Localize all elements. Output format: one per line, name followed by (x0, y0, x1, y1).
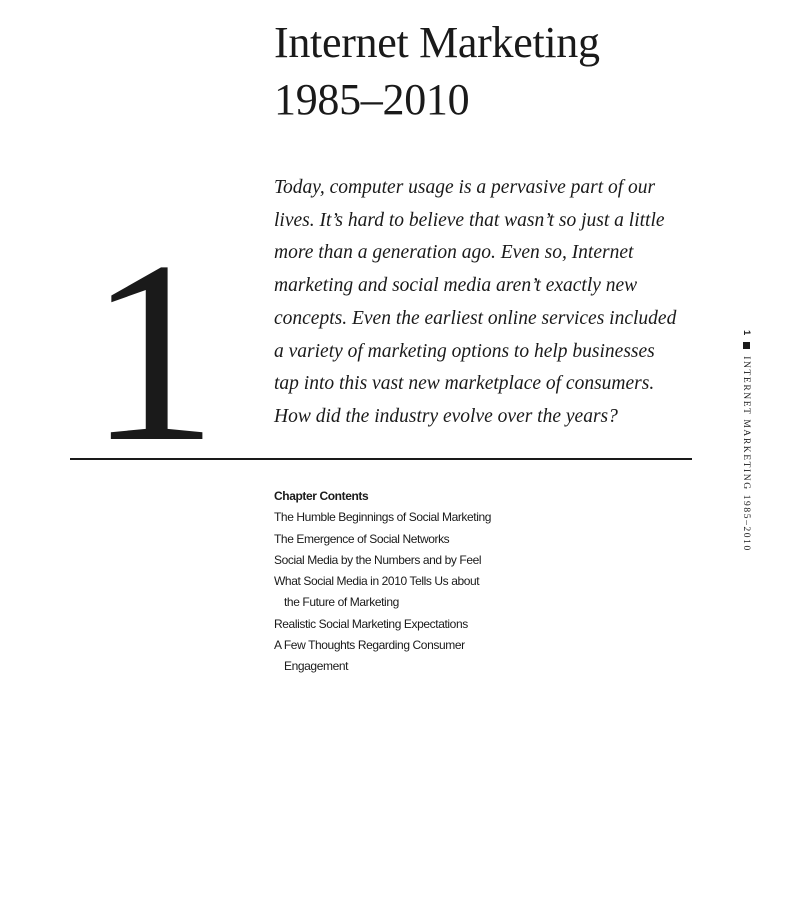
contents-item-label: Social Media by the Numbers and by Feel (274, 552, 482, 567)
chapter-title-line-2: 1985–2010 (274, 75, 470, 124)
running-head-text: INTERNET MARKETING 1985–2010 (741, 356, 751, 552)
intro-line: marketing and social media aren’t exactly new (274, 275, 638, 297)
contents-item (274, 550, 491, 571)
contents-item-label: The Humble Beginnings of Social Marketing (274, 510, 492, 525)
contents-item-label: What Social Media in 2010 Tells Us about (274, 574, 480, 589)
contents-item (274, 571, 491, 614)
square-bullet-icon (743, 342, 750, 349)
intro-line: concepts. Even the earliest online services included (274, 307, 677, 329)
chapter-intro (274, 172, 704, 434)
chapter-contents (274, 486, 491, 678)
contents-item (274, 529, 491, 550)
intro-line: more than a generation ago. Even so, Internet (274, 242, 634, 264)
chapter-number: 1 (88, 208, 218, 496)
intro-line: lives. It’s hard to believe that wasn’t so just a little (274, 209, 665, 231)
contents-item-label: The Emergence of Social Networks (274, 531, 450, 546)
page-number: 1 (741, 330, 752, 336)
contents-item (274, 614, 491, 635)
contents-item (274, 635, 491, 678)
contents-item-label-continued: Engagement (284, 659, 349, 674)
running-head (739, 330, 753, 560)
intro-line: Today, computer usage is a pervasive part of our (274, 177, 656, 198)
intro-line: tap into this vast new marketplace of consumers. (274, 373, 655, 395)
intro-line: a variety of marketing options to help businesses (274, 340, 655, 362)
contents-item-label: A Few Thoughts Regarding Consumer (274, 638, 465, 653)
contents-item-label: Realistic Social Marketing Expectations (274, 616, 468, 631)
chapter-title-line-1: Internet Marketing (274, 18, 600, 67)
chapter-title (274, 14, 600, 128)
section-divider (70, 458, 692, 460)
chapter-contents-heading: Chapter Contents (274, 489, 369, 503)
intro-line: How did the industry evolve over the years? (274, 405, 618, 427)
chapter-contents-list (274, 507, 491, 677)
contents-item-label-continued: the Future of Marketing (284, 595, 399, 610)
contents-item (274, 507, 491, 528)
